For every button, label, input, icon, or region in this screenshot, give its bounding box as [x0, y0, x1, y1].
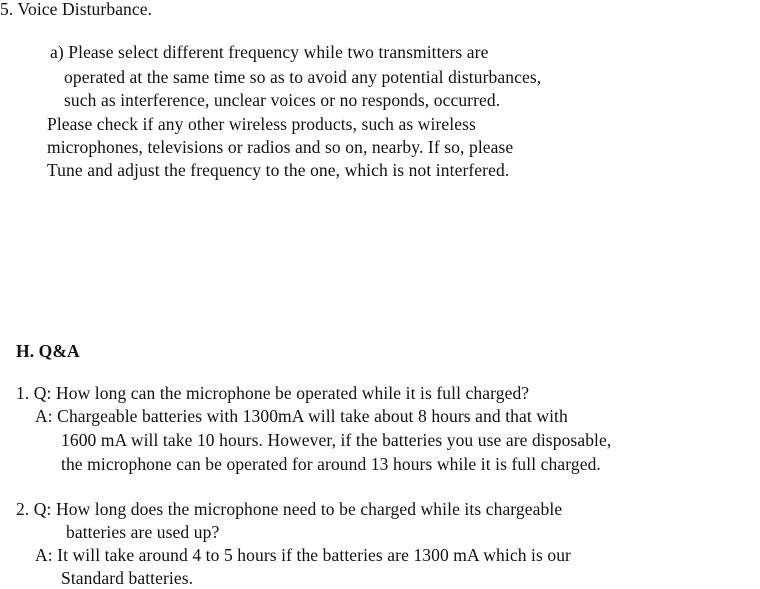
q2-answer-line-1: A: It will take around 4 to 5 hours if the batteries are 1300 mA which is our — [35, 545, 571, 565]
q1-question: 1. Q: How long can the microphone be operated while it is full charged? — [16, 383, 530, 403]
paragraph-line-2: microphones, televisions or radios and so on, nearby. If so, please — [47, 137, 514, 157]
item-a-line-1: a) Please select different frequency while two transmitters are — [50, 42, 489, 62]
q2-question-line-2: batteries are used up? — [66, 522, 220, 542]
paragraph-line-1: Please check if any other wireless products, such as wireless — [47, 114, 476, 134]
paragraph-line-3: Tune and adjust the frequency to the one, which is not interfered. — [47, 160, 510, 180]
item-a-line-3: such as interference, unclear voices or no responds, occurred. — [64, 90, 501, 110]
section-title: 5. Voice Disturbance. — [0, 0, 153, 19]
q1-answer-line-2: 1600 mA will take 10 hours. However, if the batteries you use are disposable, — [61, 430, 612, 450]
q1-answer-line-1: A: Chargeable batteries with 1300mA will take about 8 hours and that with — [35, 406, 568, 426]
qa-heading: H. Q&A — [16, 341, 80, 361]
q1-answer-line-3: the microphone can be operated for around 13 hours while it is full charged. — [61, 454, 601, 474]
q2-answer-line-2: Standard batteries. — [61, 568, 194, 588]
item-a-line-2: operated at the same time so as to avoid any potential disturbances, — [64, 67, 542, 87]
q2-question-line-1: 2. Q: How long does the microphone need to be charged while its chargeable — [16, 499, 563, 519]
